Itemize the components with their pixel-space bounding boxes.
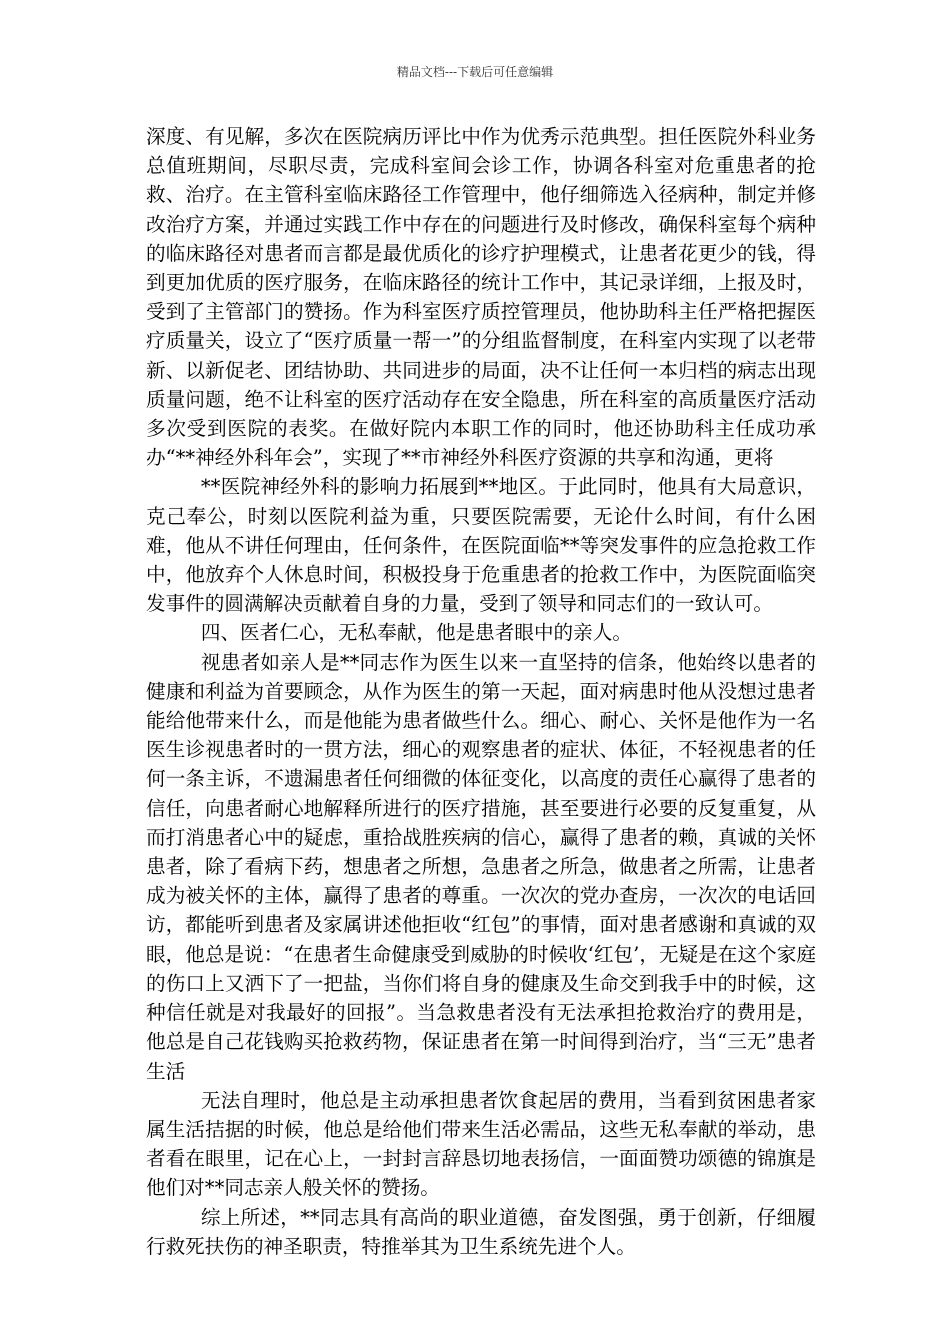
- paragraph-1: 深度、有见解，多次在医院病历评比中作为优秀示范典型。担任医院外科业务总值班期间，尽职尽责，完成科室间会诊工作，协调各科室对危重患者的抢救、治疗。在主管科室临床路径工作管理中，他仔细筛选入径病种，制定并修改治疗方案，并通过实践工作中存在的问题进行及时修改，确保科室每个病种的临床路径对患者而言都是最优质化的诊疗护理模式，让患者花更少的钱，得到更加优质的医疗服务，在临床路径的统计工作中，其记录详细，上报及时，受到了主管部门的赞扬。作为科室医疗质控管理员，他协助科主任严格把握医疗质量关，设立了“医疗质量一帮一”的分组监督制度，在科室内实现了以老带新、以新促老、团结协助、共同进步的局面，决不让任何一本归档的病志出现质量问题，绝不让科室的医疗活动存在安全隐患，所在科室的高质量医疗活动多次受到医院的表奖。在做好院内本职工作的同时，他还协助科主任成功承办“**神经外科年会”，实现了**市神经外科医疗资源的共享和沟通，更将: [146, 125, 816, 470]
- paragraph-4: 无法自理时，他总是主动承担患者饮食起居的费用，当看到贫困患者家属生活拮据的时候，他总是给他们带来生活必需品，这些无私奉献的举动，患者看在眼里，记在心上，一封封言辞恳切地表扬信，一面面赞功颂德的锦旗是他们对**同志亲人般关怀的赞扬。: [146, 1088, 816, 1200]
- section-heading: 四、医者仁心，无私奉献，他是患者眼中的亲人。: [200, 621, 632, 645]
- paragraph-3: 视患者如亲人是**同志作为医生以来一直坚持的信条，他始终以患者的健康和利益为首要顾念，从作为医生的第一天起，面对病患时他从没想过患者能给他带来什么，而是他能为患者做些什么。细心、耐心、关怀是他作为一名医生诊视患者时的一贯方法，细心的观察患者的症状、体征，不轻视患者的任何一条主诉，不遗漏患者任何细微的体征变化，以高度的责任心赢得了患者的信任，向患者耐心地解释所进行的医疗措施，甚至要进行必要的反复重复，从而打消患者心中的疑虑，重拾战胜疾病的信心，赢得了患者的赖，真诚的关怀患者，除了看病下药，想患者之所想，急患者之所急，做患者之所需，让患者成为被关怀的主体，赢得了患者的尊重。一次次的党办查房，一次次的电话回访，都能听到患者及家属讲述他拒收“红包”的事情，面对患者感谢和真诚的双眼，他总是说：“在患者生命健康受到威胁的时候收‘红包’，无疑是在这个家庭的伤口上又洒下了一把盐，当你们将自身的健康及生命交到我手中的时候，这种信任就是对我最好的回报”。当急救患者没有无法承担抢救治疗的费用是，他总是自己花钱购买抢救药物，保证患者在第一时间得到治疗，当“三无”患者生活: [146, 650, 816, 1083]
- page-header: 精品文档---下载后可任意编辑: [396, 65, 554, 79]
- document-body: [146, 122, 816, 1261]
- paragraph-5: 综上所述，**同志具有高尚的职业道德，奋发图强，勇于创新，仔细履行救死扶伤的神圣职责，特推举其为卫生系统先进个人。: [146, 1205, 816, 1258]
- paragraph-2: **医院神经外科的影响力拓展到**地区。于此同时，他具有大局意识，克己奉公，时刻以医院利益为重，只要医院需要，无论什么时间，有什么困难，他从不讲任何理由，任何条件，在医院面临**等突发事件的应急抢救工作中，他放弃个人休息时间，积极投身于危重患者的抢救工作中，为医院面临突发事件的圆满解决贡献着自身的力量，受到了领导和同志们的一致认可。: [146, 475, 816, 616]
